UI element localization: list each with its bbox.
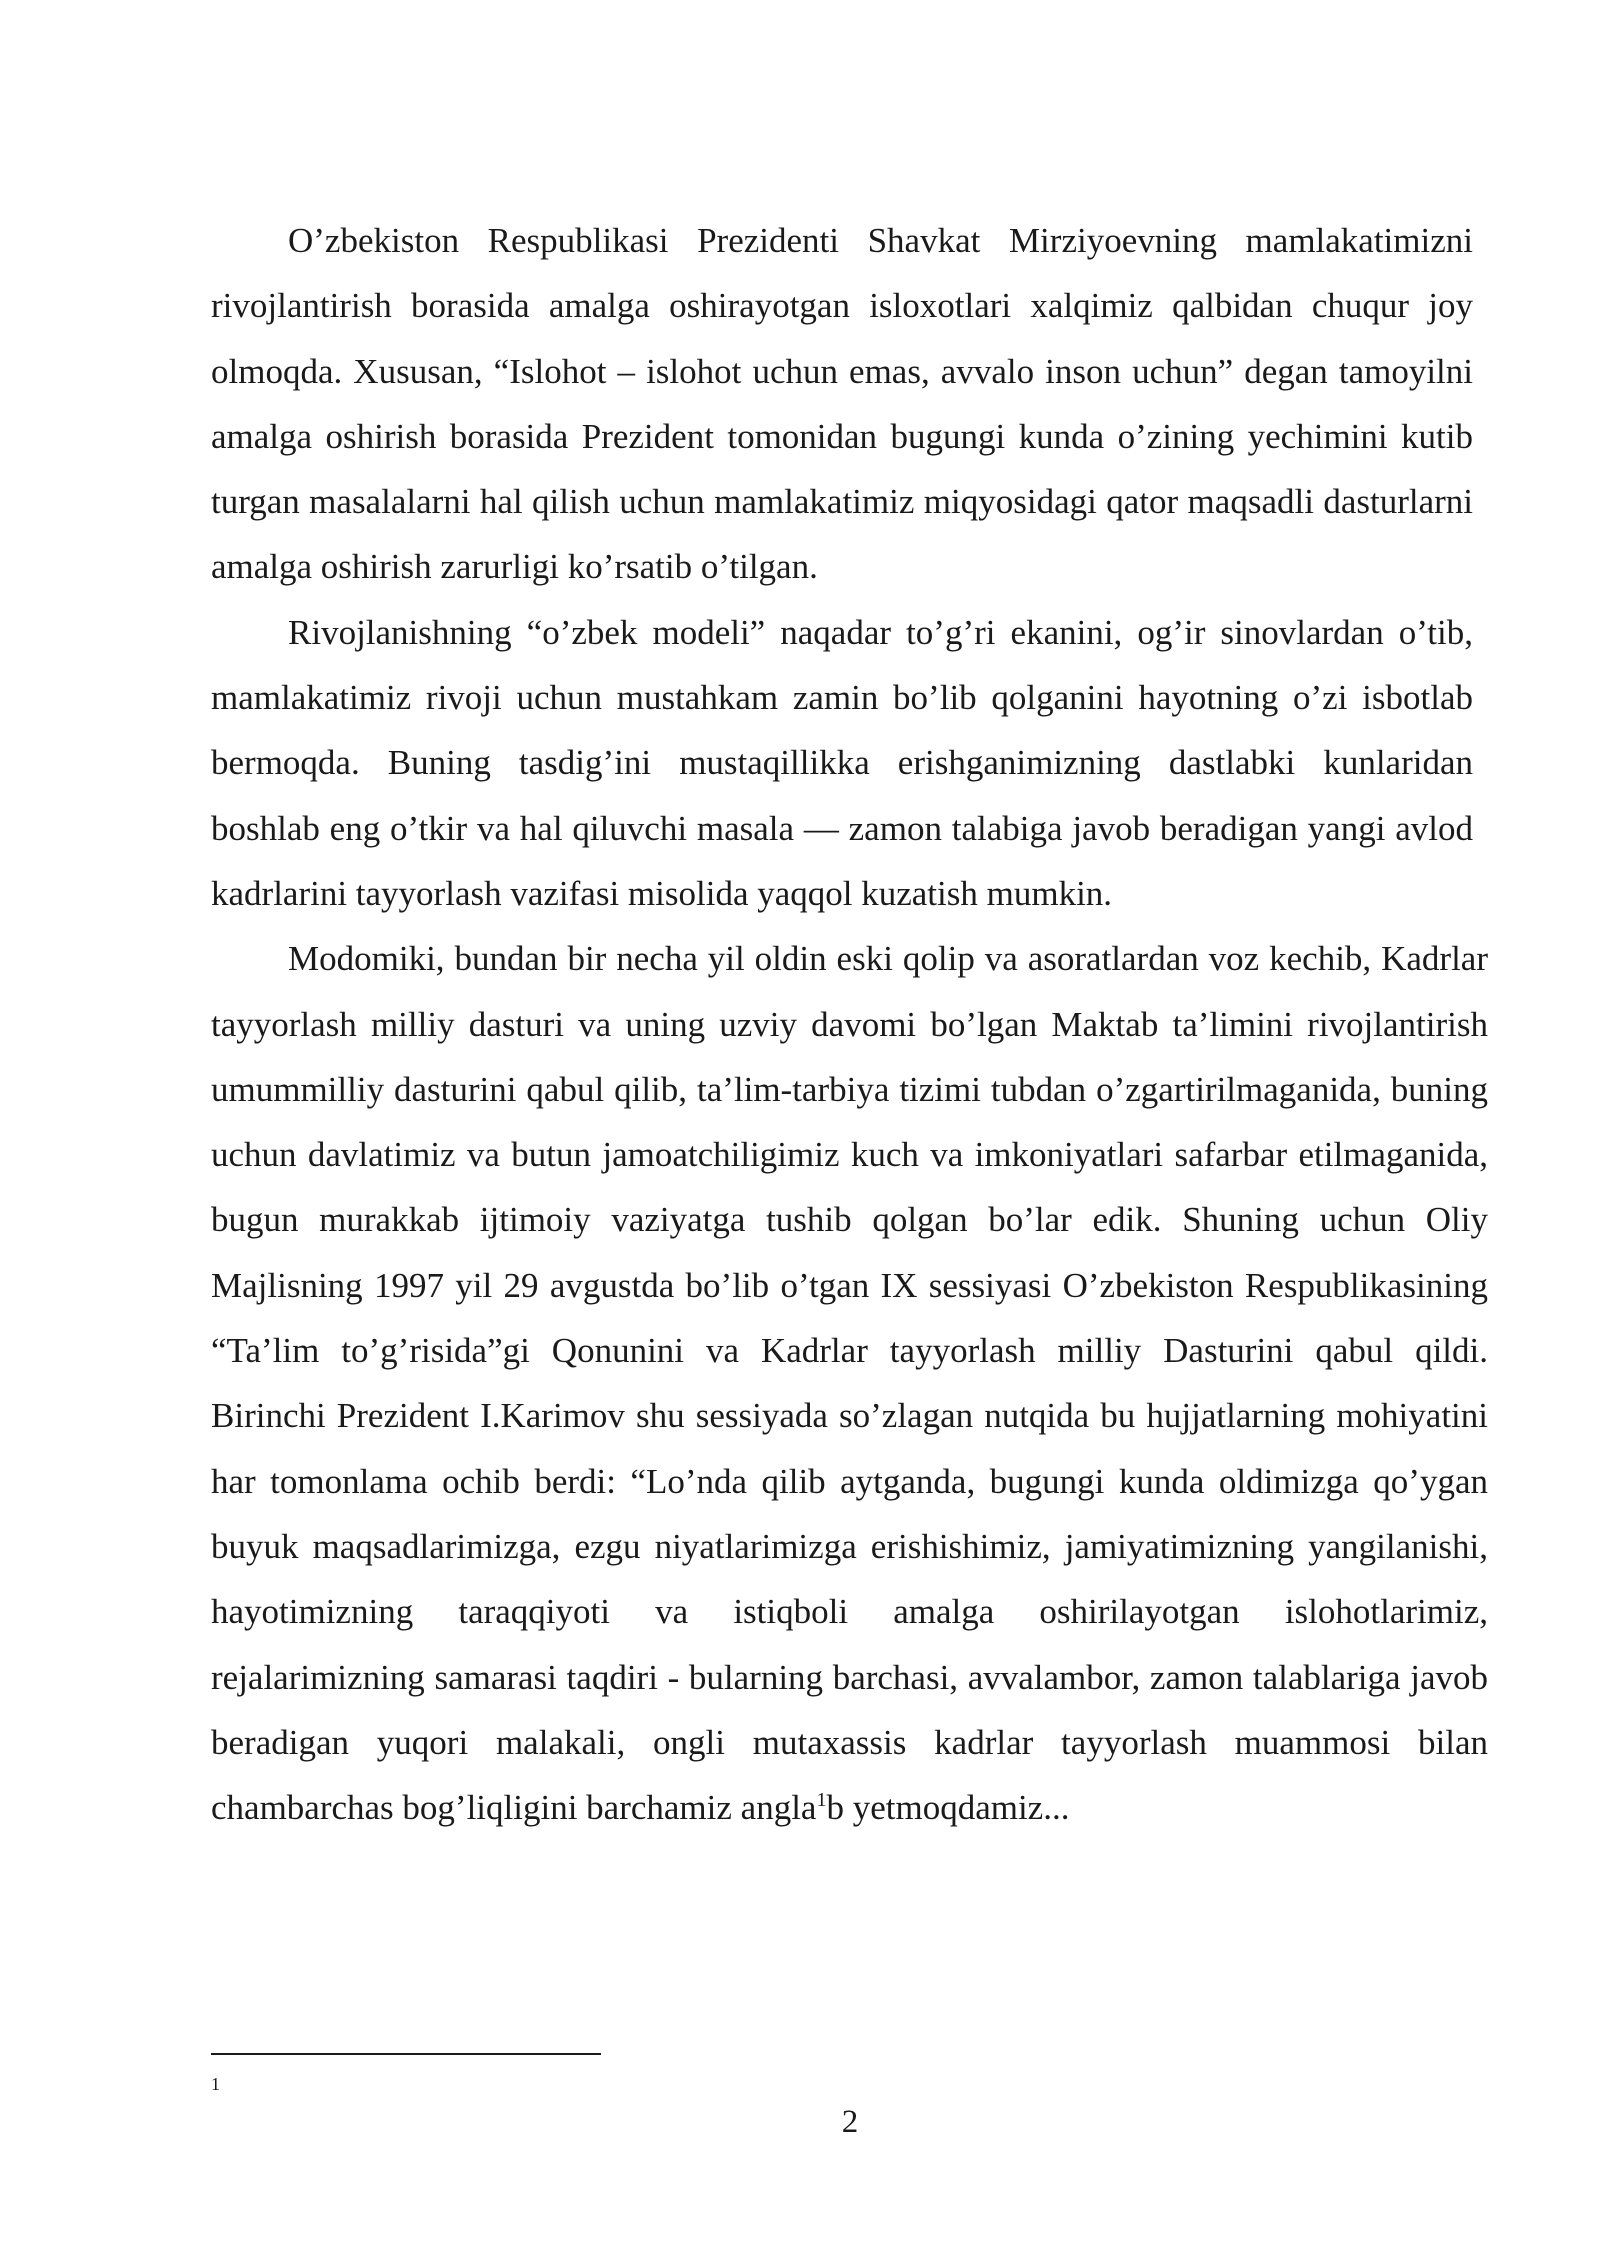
paragraph-3-text: Modomiki, bundan bir necha yil oldin eski qolip va asoratlardan voz kechib, Kadrlar tayyorlash milliy dasturi va uning uzviy davomi bo’lgan Maktab ta’limini rivojlantirish umummilliy dasturini qabul qilib, ta’lim-tarbiya tizimi tubdan o’zgartirilmaganida, buning uchun davlatimiz va butun jamoatchiligimiz kuch va imkoniyatlari safarbar etilmaganida, bugun murakkab ijtimoiy vaziyatga tushib qolgan bo’lar edik. Shuning uchun Oliy Majlisning 1997 yil 29 avgustda bo’lib o’tgan IX sessiyasi O’zbekiston Respublikasining “Ta’lim to’g’risida”gi Qonunini va Kadrlar tayyorlash milliy Dasturini qabul qildi. Birinchi Prezident I.Karimov shu sessiyada so’zlagan nutqida bu hujjatlarning mohiyatini har tomonlama ochib berdi: “Lo’nda qilib aytganda, bugungi kunda oldimizga qo’ygan buyuk maqsadlarimizga, ezgu niyatlarimizga erishishimiz, jamiyatimizning yangilanishi, hayotimizning taraqqiyoti va istiqboli amalga oshirilayotgan islohotlarimiz, rejalarimizning samarasi taqdiri - bularning barchasi, avvalambor, zamon talablariga javob beradigan yuqori malakali, ongli mutaxassis kadrlar tayyorlash muammosi bilan chambarchas bog’liqligini barchamiz angla xyxy=(211,939,1488,1828)
footnote-mark: 1 xyxy=(211,2074,220,2094)
footnote-separator xyxy=(211,2053,601,2055)
body-text xyxy=(211,208,1488,1840)
paragraph-3-text-end: b yetmoqdamiz... xyxy=(826,1788,1070,1828)
paragraph-3 xyxy=(211,926,1488,1840)
paragraph-1: O’zbekiston Respublikasi Prezidenti Shavkat Mirziyoevning mamlakatimizni rivojlantirish borasida amalga oshirayotgan isloxotlari xalqimiz qalbidan chuqur joy olmoqda. Xususan, “Islohot – islohot uchun emas, avvalo inson uchun” degan tamoyilni amalga oshirish borasida Prezident tomonidan bugungi kunda o’zining yechimini kutib turgan masalalarni hal qilish uchun mamlakatimiz miqyosidagi qator maqsadli dasturlarni amalga oshirish zarurligi ko’rsatib o’tilgan. xyxy=(211,221,1473,587)
paragraph-2: Rivojlanishning “o’zbek modeli” naqadar to’g’ri ekanini, og’ir sinovlardan o’tib, mamlakatimiz rivoji uchun mustahkam zamin bo’lib qolganini hayotning o’zi isbotlab bermoqda. Buning tasdig’ini mustaqillikka erishganimizning dastlabki kunlaridan boshlab eng o’tkir va hal qiluvchi masala — zamon talabiga javob beradigan yangi avlod kadrlarini tayyorlash vazifasi misolida yaqqol kuzatish mumkin. xyxy=(211,612,1473,913)
footnote-reference[interactable]: 1 xyxy=(816,1789,827,1812)
page-number: 2 xyxy=(841,2104,859,2140)
